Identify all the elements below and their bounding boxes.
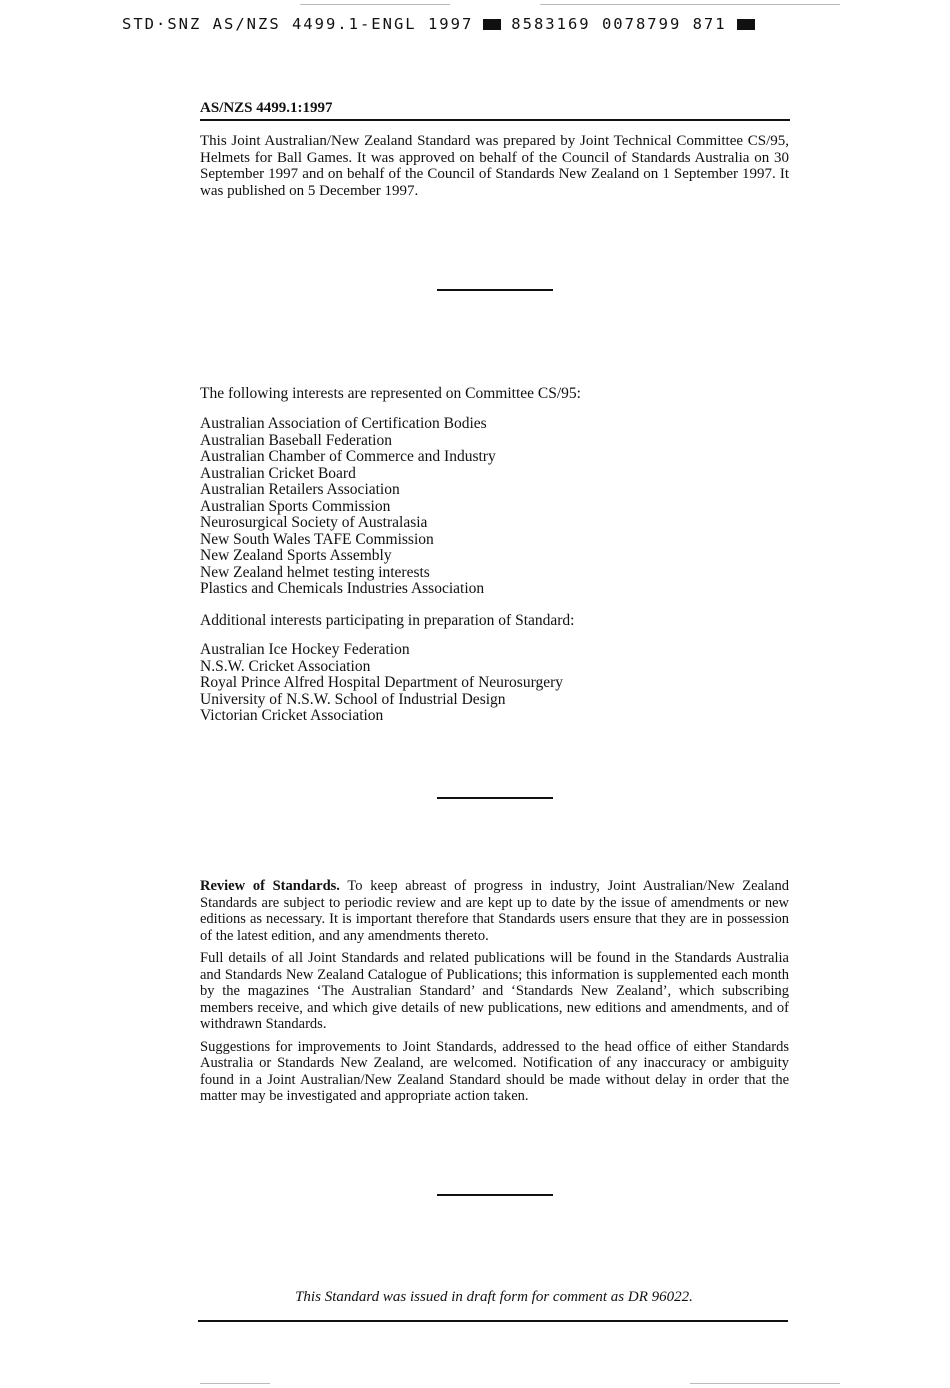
list-item: Australian Chamber of Commerce and Industry xyxy=(200,448,496,465)
scan-artifact xyxy=(200,1383,270,1384)
review-heading: Review of Standards. xyxy=(200,878,340,894)
header-block-mark xyxy=(737,19,755,30)
list-item: Royal Prince Alfred Hospital Department of Neurosurgery xyxy=(200,674,564,691)
review-of-standards xyxy=(200,878,789,1111)
list-item: Australian Ice Hockey Federation xyxy=(200,641,410,658)
additional-interests-list xyxy=(200,642,563,725)
header-block-mark xyxy=(483,19,501,30)
title-rule xyxy=(200,119,790,121)
list-item: Victorian Cricket Association xyxy=(200,707,384,724)
list-item: Australian Cricket Board xyxy=(200,464,356,482)
review-paragraph-3: Suggestions for improvements to Joint Standards, addressed to the head office of either Standards Australia or Standards New Zealand, are welcomed. Notification of any inaccuracy or ambiguity found in a Joint Australian/New Zealand Standard should be made without delay in order that the matter may be investigated and appropriate action taken. xyxy=(200,1038,789,1104)
additional-interests-lead: Additional interests participating in preparation of Standard: xyxy=(200,612,575,629)
scan-header-left: STD·SNZ AS/NZS 4499.1-ENGL 1997 xyxy=(122,15,474,33)
list-item: University of N.S.W. School of Industrial Design xyxy=(200,690,506,708)
list-item: New Zealand helmet testing interests xyxy=(200,563,430,581)
document-number: AS/NZS 4499.1:1997 xyxy=(200,100,333,116)
list-item: Neurosurgical Society of Australasia xyxy=(200,514,428,531)
list-item: New Zealand Sports Assembly xyxy=(200,547,392,564)
list-item: Australian Association of Certification Bodies xyxy=(200,415,487,432)
list-item: Australian Sports Commission xyxy=(200,497,391,515)
section-separator xyxy=(437,1194,553,1196)
list-item: Plastics and Chemicals Industries Association xyxy=(200,580,485,597)
list-item: Australian Baseball Federation xyxy=(200,431,392,449)
scan-header-middle: 8583169 0078799 871 xyxy=(511,15,727,33)
interests-lead: The following interests are represented on Committee CS/95: xyxy=(200,385,581,402)
scan-artifact xyxy=(300,4,450,5)
list-item: Australian Retailers Association xyxy=(200,481,400,498)
section-separator xyxy=(437,289,553,291)
review-paragraph-1-text: To keep abreast of progress in industry, Joint Australian/New Zealand Standards are subject to periodic review and are kept up to date by the issue of amendments or new editions as necessary. It is important therefore that Standards users ensure that they are in possession of the latest edition, and any amendments thereto. xyxy=(200,878,789,944)
list-item: New South Wales TAFE Commission xyxy=(200,530,434,548)
interests-list xyxy=(200,416,496,598)
scan-artifact xyxy=(540,4,840,5)
draft-note: This Standard was issued in draft form for comment as DR 96022. xyxy=(295,1289,693,1305)
review-paragraph-2: Full details of all Joint Standards and related publications will be found in the Standards Australia and Standards New Zealand Catalogue of Publications; this information is supplemented each month by the magazines ‘The Australian Standard’ and ‘Standards New Zealand’, which subscribing members receive, and which give details of new publications, new editions and amendments, and of withdrawn Standards. xyxy=(200,950,789,1032)
scan-header xyxy=(122,12,794,36)
review-paragraph-1 xyxy=(200,878,789,944)
list-item: N.S.W. Cricket Association xyxy=(200,657,371,675)
scan-artifact xyxy=(690,1383,840,1384)
footer-rule xyxy=(198,1320,788,1322)
preparation-statement: This Joint Australian/New Zealand Standard was prepared by Joint Technical Committee CS/95, Helmets for Ball Games. It was approved on behalf of the Council of Standards Australia on 30 September 1997 and on behalf of the Council of Standards New Zealand on 1 September 1997. It was published on 5 December 1997. xyxy=(200,133,789,199)
section-separator xyxy=(437,797,553,799)
